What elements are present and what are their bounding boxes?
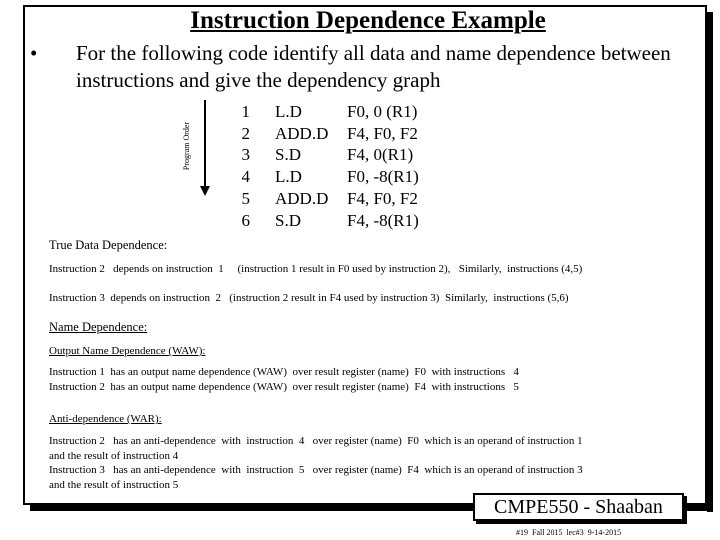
down-arrow-icon xyxy=(200,186,210,196)
bullet-dot: • xyxy=(30,41,38,65)
code-args: F0, -8(R1) xyxy=(347,167,419,187)
program-order-arrow-line xyxy=(204,100,206,188)
name-dependence-heading: Name Dependence: xyxy=(49,320,148,334)
anti-dependence-heading: Anti-dependence (WAR): xyxy=(49,413,162,425)
bullet-text: For the following code identify all data and name dependence between instructions and give the dependency graph xyxy=(76,41,671,92)
anti-dependence-line-4: and the result of instruction 5 xyxy=(49,478,179,491)
code-operands xyxy=(347,101,419,231)
program-order-text: Program Order xyxy=(182,121,191,171)
code-num: 5 xyxy=(241,188,250,208)
true-dependence-heading: True Data Dependence: xyxy=(49,238,168,252)
code-args: F4, 0(R1) xyxy=(347,145,414,165)
program-order-label xyxy=(180,107,194,187)
true-dependence-line-2: Instruction 3 depends on instruction 2 (instruction 2 result in F4 used by instruction 3) Similarly, instructions (5,6) xyxy=(49,292,569,304)
code-args: F0, 0 (R1) xyxy=(347,102,418,121)
true-dependence-line-1: Instruction 2 depends on instruction 1 (instruction 1 result in F0 used by instruction 2), Similarly, instructions (4,5) xyxy=(49,263,583,275)
code-opcodes xyxy=(275,101,328,231)
slide-footer: #19 Fall 2015 lec#3 9-14-2015 xyxy=(516,528,622,537)
code-args: F4, F0, F2 xyxy=(347,123,418,143)
code-line-numbers xyxy=(228,101,250,231)
code-args: F4, -8(R1) xyxy=(347,210,419,230)
output-dependence-line-2: Instruction 2 has an output name dependence (WAW) over result register (name) F4 with instructions 5 xyxy=(49,380,519,393)
anti-dependence-line-2: and the result of instruction 4 xyxy=(49,449,179,462)
code-num: 6 xyxy=(241,210,250,230)
slide-title: Instruction Dependence Example xyxy=(190,7,546,34)
code-op: L.D xyxy=(275,167,302,187)
anti-dependence-line-3: Instruction 3 has an anti-dependence with instruction 5 over register (name) F4 which is an operand of instruction 3 xyxy=(49,464,583,476)
frame-shadow-right xyxy=(707,12,713,512)
anti-dependence-line-1: Instruction 2 has an anti-dependence with instruction 4 over register (name) F0 which is an operand of instruction 1 xyxy=(49,435,583,447)
output-dependence-heading: Output Name Dependence (WAW): xyxy=(49,345,206,357)
code-op: L.D xyxy=(275,102,302,121)
course-badge: CMPE550 - Shaaban xyxy=(473,493,684,521)
code-num: 4 xyxy=(241,167,250,187)
code-op: S.D xyxy=(275,210,301,230)
code-op: ADD.D xyxy=(275,123,329,143)
code-op: ADD.D xyxy=(275,188,329,208)
code-num: 2 xyxy=(241,123,250,143)
code-num: 3 xyxy=(241,145,250,165)
code-args: F4, F0, F2 xyxy=(347,188,418,208)
code-op: S.D xyxy=(275,145,301,165)
code-num: 1 xyxy=(241,102,250,121)
output-dependence-line-1: Instruction 1 has an output name dependence (WAW) over result register (name) F0 with instructions 4 xyxy=(49,366,519,378)
